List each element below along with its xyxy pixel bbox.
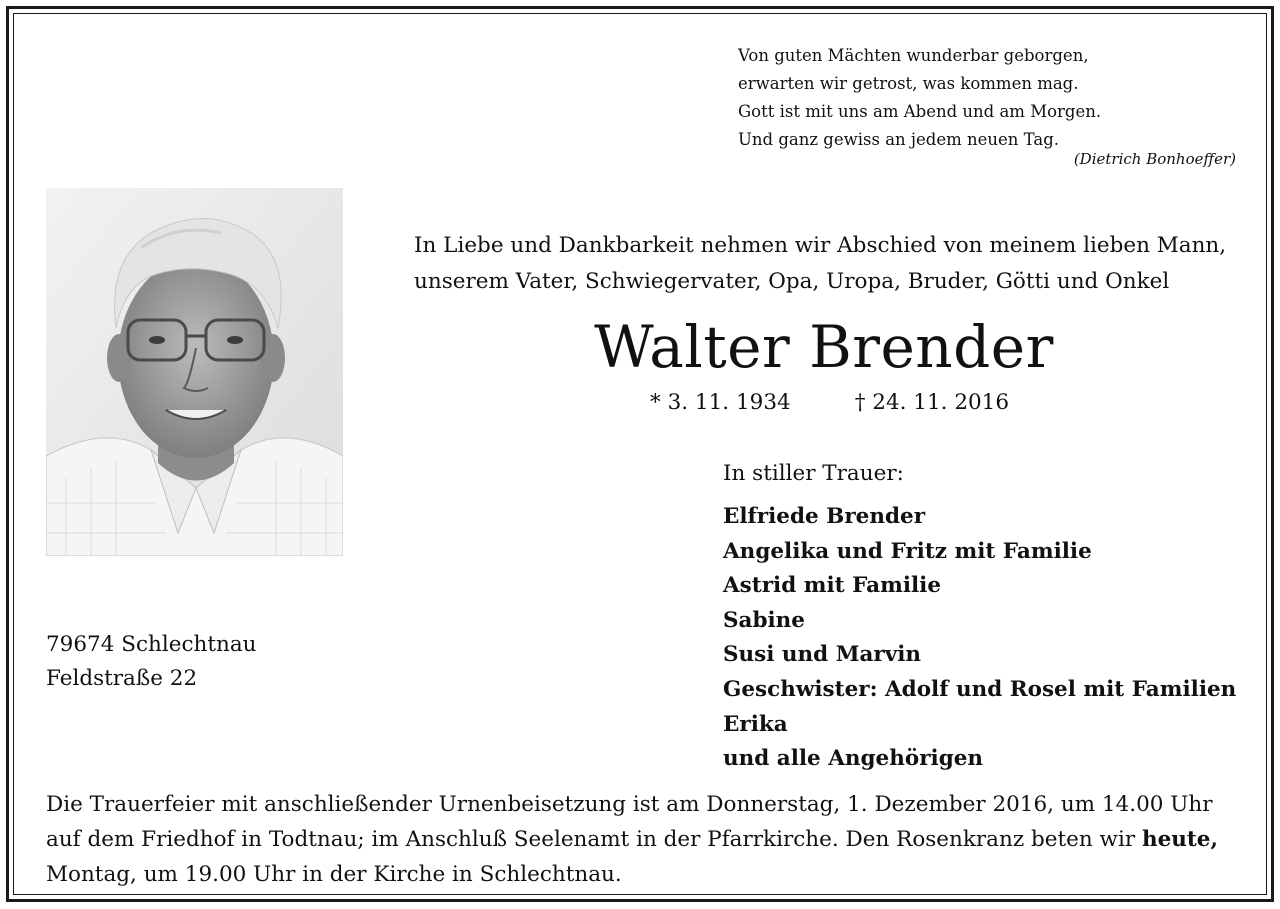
mourner-name: Angelika und Fritz mit Familie — [723, 538, 1092, 564]
poem-line: erwarten wir getrost, was kommen mag. — [738, 74, 1079, 93]
mourner-name: Geschwister: Adolf und Rosel mit Familien — [723, 676, 1237, 702]
mourners-list — [723, 500, 1236, 777]
life-dates — [650, 388, 1009, 418]
mourner-name: Astrid mit Familie — [723, 573, 942, 599]
birth-date: * 3. 11. 1934 — [650, 390, 791, 415]
address-city: 79674 Schlechtnau — [46, 632, 257, 657]
death-date: † 24. 11. 2016 — [854, 390, 1010, 415]
notice-text: auf dem Friedhof in Todtnau; im Anschluß Seelenamt in der Pfarrkirche. Den Rosenkranz beten wir — [46, 827, 1142, 852]
mourner-name: Susi und Marvin — [723, 642, 922, 668]
mourner-name: und alle Angehörigen — [723, 746, 984, 772]
notice-line: Die Trauerfeier mit anschließender Urnenbeisetzung ist am Donnerstag, 1. Dezember 2016, um 14.00 Uhr — [46, 792, 1213, 817]
poem-line: Und ganz gewiss an jedem neuen Tag. — [738, 130, 1060, 149]
address-street: Feldstraße 22 — [46, 666, 198, 691]
intro-line: In Liebe und Dankbarkeit nehmen wir Abschied von meinem lieben Mann, — [414, 233, 1227, 258]
funeral-notice — [46, 787, 1218, 892]
bonhoeffer-poem — [738, 42, 1101, 154]
notice-line: Montag, um 19.00 Uhr in der Kirche in Schlechtnau. — [46, 862, 622, 887]
poem-line: Gott ist mit uns am Abend und am Morgen. — [738, 102, 1102, 121]
notice-line — [46, 822, 1218, 857]
mourner-name: Erika — [723, 711, 788, 737]
family-address — [46, 628, 257, 696]
mourner-name: Sabine — [723, 607, 805, 633]
farewell-intro — [414, 228, 1226, 300]
poem-author: (Dietrich Bonhoeffer) — [1073, 150, 1236, 168]
mourners-heading: In stiller Trauer: — [723, 461, 904, 486]
mourner-name: Elfriede Brender — [723, 504, 926, 529]
portrait-photo — [46, 188, 343, 556]
notice-emphasis: heute, — [1141, 827, 1218, 852]
deceased-name: Walter Brender — [594, 313, 1054, 381]
intro-line: unserem Vater, Schwiegervater, Opa, Uropa, Bruder, Götti und Onkel — [414, 269, 1170, 294]
poem-line: Von guten Mächten wunderbar geborgen, — [738, 46, 1089, 65]
